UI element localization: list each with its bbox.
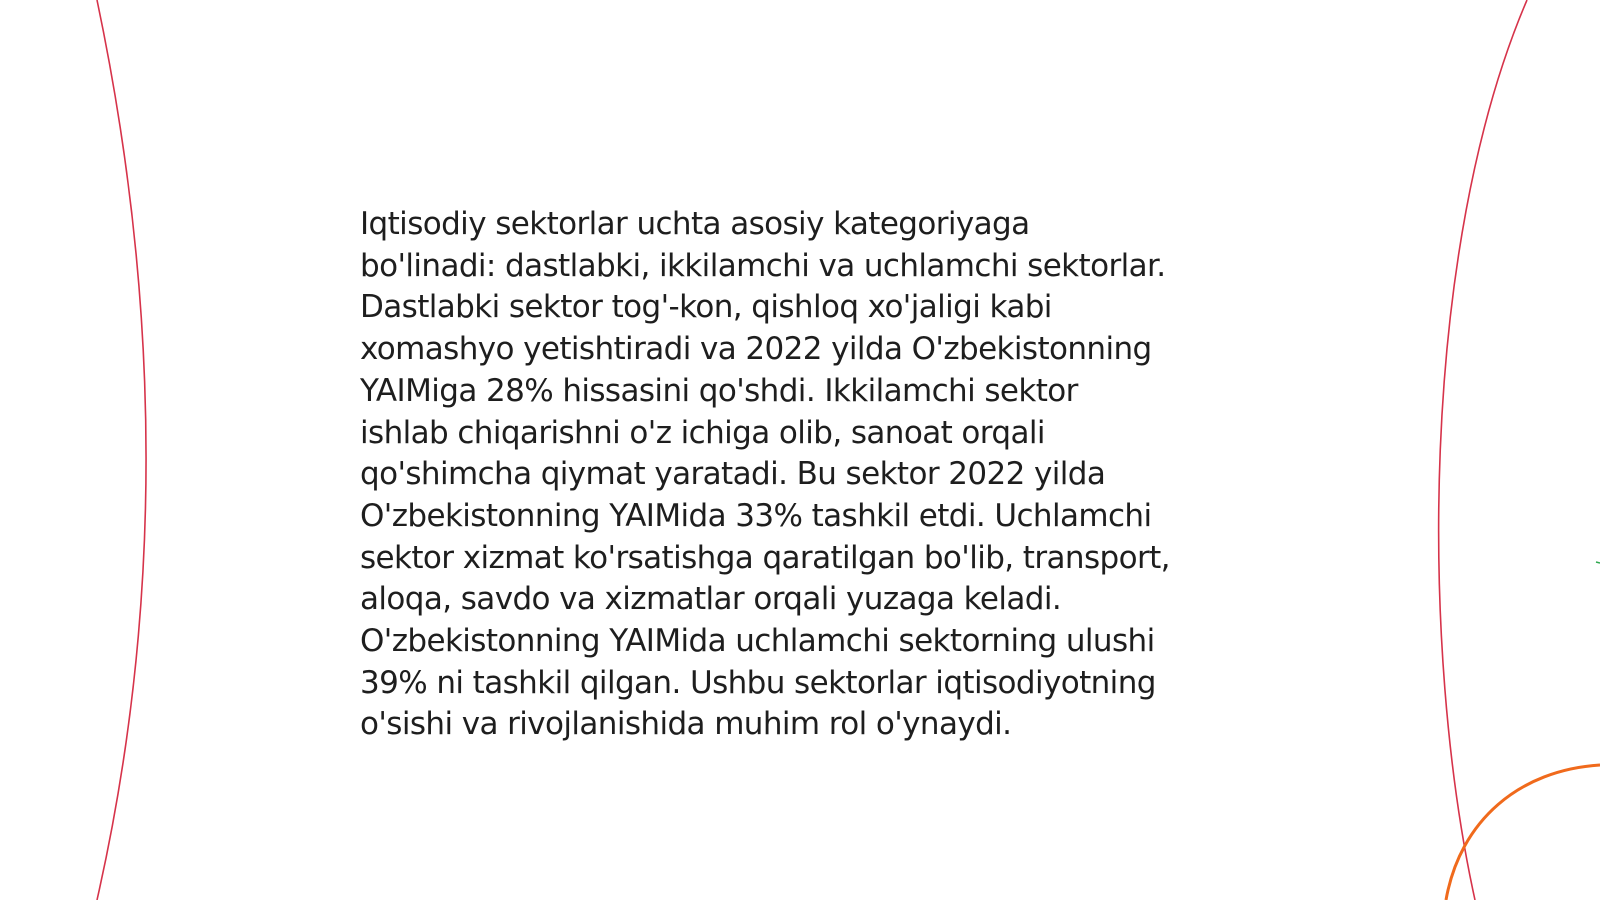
text-line: Dastlabki sektor tog'-kon, qishloq xo'jaligi kabi [360, 289, 1052, 326]
text-line: sektor xizmat ko'rsatishga qaratilgan bo'lib, transport, [360, 539, 1170, 576]
body-paragraph [360, 204, 1260, 746]
text-line: O'zbekistonning YAIMida 33% tashkil etdi. Uchlamchi [360, 497, 1152, 534]
text-line: qo'shimcha qiymat yaratadi. Bu sektor 2022 yilda [360, 456, 1106, 493]
left-curve-line [97, 0, 146, 900]
text-line: ishlab chiqarishni o'z ichiga olib, sanoat orqali [360, 414, 1045, 451]
text-line: 39% ni tashkil qilgan. Ushbu sektorlar iqtisodiyotning [360, 664, 1156, 701]
orange-arc [1446, 765, 1600, 900]
right-curve-line [1439, 0, 1527, 900]
text-line: O'zbekistonning YAIMida uchlamchi sektorning ulushi [360, 623, 1155, 660]
text-line: YAIMiga 28% hissasini qo'shdi. Ikkilamchi sektor [360, 372, 1078, 409]
text-line: Iqtisodiy sektorlar uchta asosiy kategoriyaga [360, 206, 1030, 242]
text-line: xomashyo yetishtiradi va 2022 yilda O'zbekistonning [360, 331, 1152, 368]
text-line: bo'linadi: dastlabki, ikkilamchi va uchlamchi sektorlar. [360, 247, 1166, 284]
text-line: o'sishi va rivojlanishida muhim rol o'ynaydi. [360, 706, 1012, 743]
text-line: aloqa, savdo va xizmatlar orqali yuzaga keladi. [360, 581, 1062, 618]
green-accent-mark [1596, 562, 1600, 563]
